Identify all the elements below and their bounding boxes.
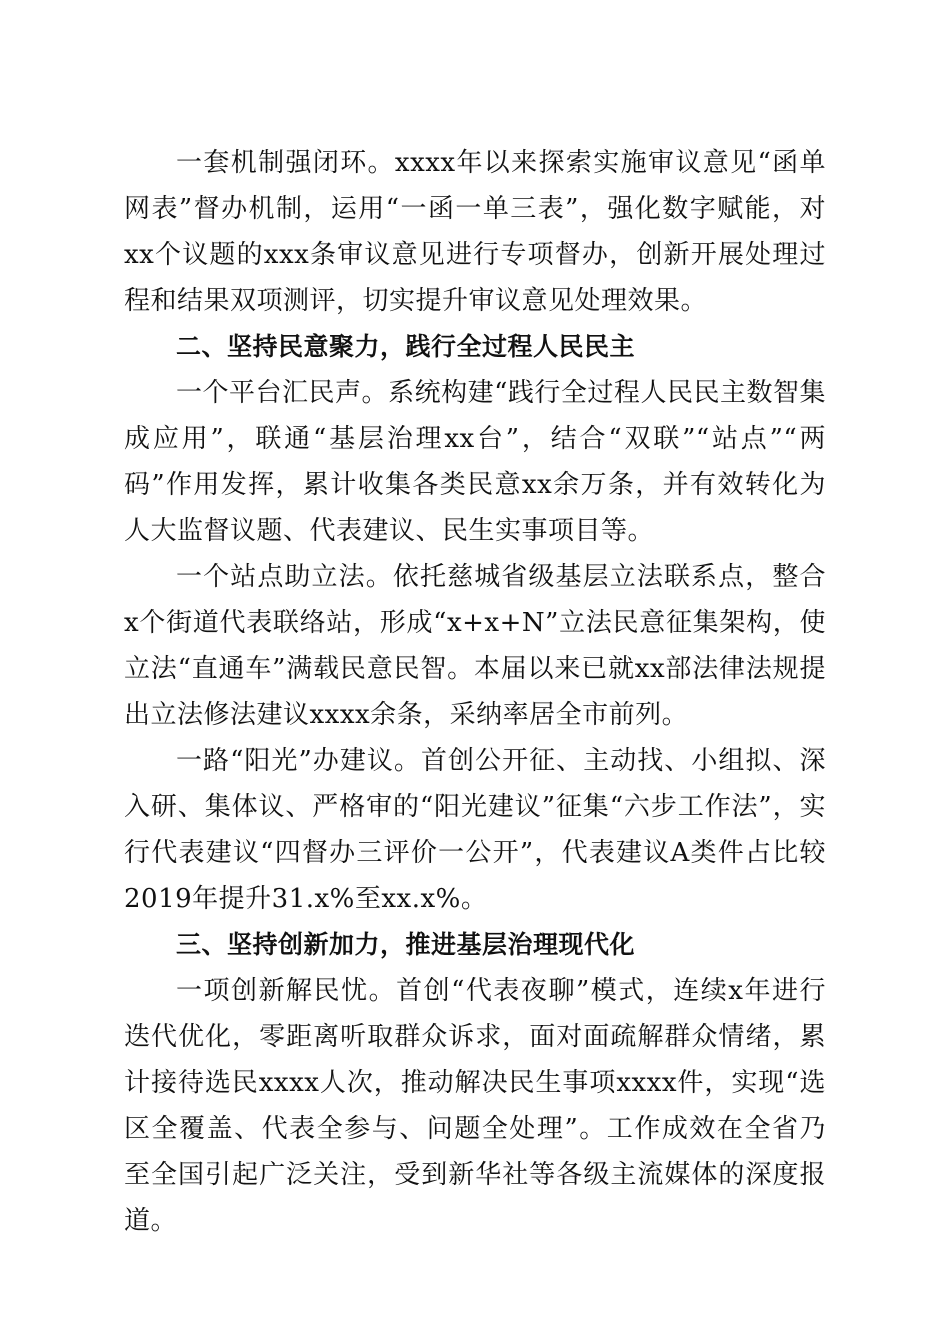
section-heading-3: 三、坚持创新加力，推进基层治理现代化 [176, 930, 636, 959]
paragraph-platform: 一个平台汇民声。系统构建“践行全过程人民民主数智集成应用”，联通“基层治理xx台”，结合“双联”“站点”“两码”作用发挥，累计收集各类民意xx余万条，并有效转化为人大监督议题、代表建议、民生实事项目等。 [124, 378, 826, 546]
section-heading-2: 二、坚持民意聚力，践行全过程人民民主 [176, 332, 636, 361]
paragraph-closed-loop-mechanism: 一套机制强闭环。xxxx年以来探索实施审议意见“函单网表”督办机制，运用“一函一单三表”，强化数字赋能，对xx个议题的xxx条审议意见进行专项督办，创新开展处理过程和结果双项测评，切实提升审议意见处理效果。 [124, 148, 826, 316]
document-body [124, 140, 826, 1244]
paragraph-sunshine-suggestions: 一路“阳光”办建议。首创公开征、主动找、小组拟、深入研、集体议、严格审的“阳光建议”征集“六步工作法”，实行代表建议“四督办三评价一公开”，代表建议A类件占比较2019年提升31.x%至xx.x%。 [124, 746, 826, 914]
paragraph-innovation: 一项创新解民忧。首创“代表夜聊”模式，连续x年进行迭代优化，零距离听取群众诉求，面对面疏解群众情绪，累计接待选民xxxx人次，推动解决民生事项xxxx件，实现“选区全覆盖、代表全参与、问题全处理”。工作成效在全省乃至全国引起广泛关注，受到新华社等各级主流媒体的深度报道。 [124, 976, 826, 1236]
paragraph-legislation-station: 一个站点助立法。依托慈城省级基层立法联系点，整合x个街道代表联络站，形成“x+x+N”立法民意征集架构，使立法“直通车”满载民意民智。本届以来已就xx部法律法规提出立法修法建议xxxx余条，采纳率居全市前列。 [124, 562, 826, 730]
